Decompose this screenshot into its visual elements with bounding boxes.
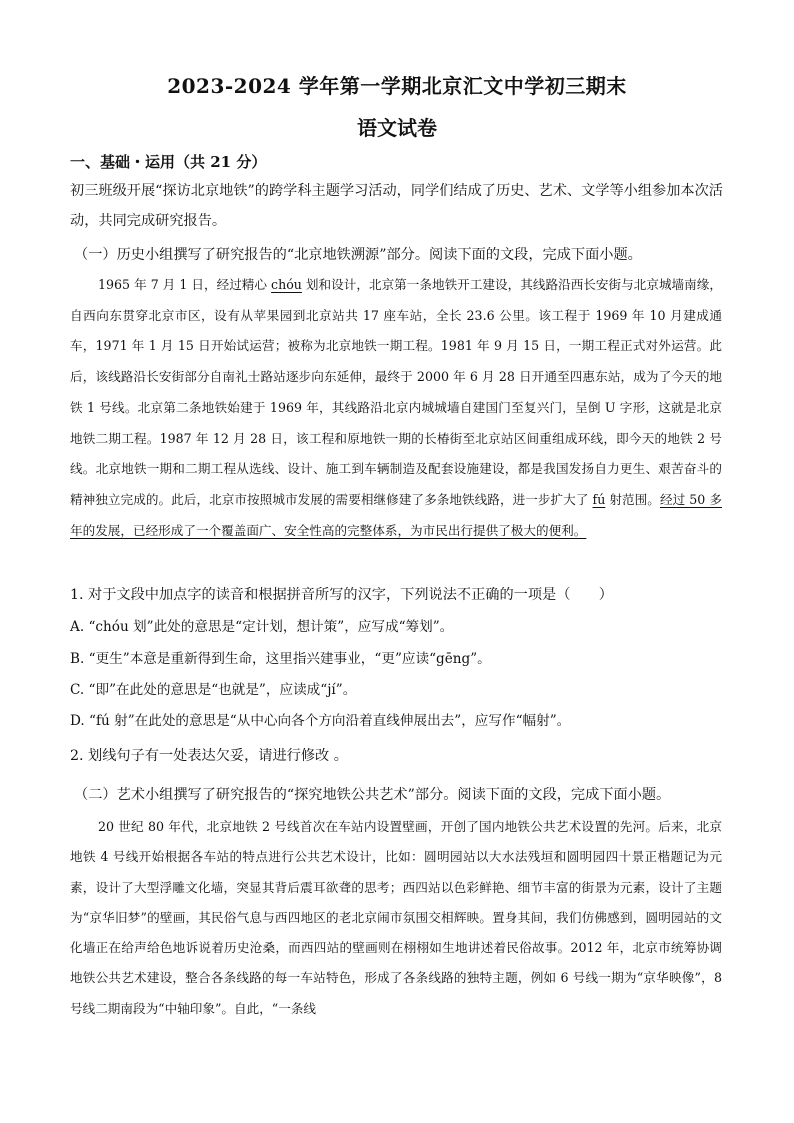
question-1: 1. 对于文段中加点字的读音和根据拼音所写的汉字，下列说法不正确的一项是（ ） — [70, 587, 613, 603]
section-intro: 初三班级开展“探访北京地铁”的跨学科主题学习活动，同学们结成了历史、艺术、文学等小组参加本次活动，共同完成研究报告。 — [70, 183, 723, 229]
pinyin-fu: fú — [592, 491, 606, 507]
underlined-sentence: 经过 50 多年的发展，已经形成了一个覆盖面广、安全性高的完整体系，为市民出行提供了极大的便利。 — [70, 491, 722, 538]
question-2: 2. 划线句子有一处表达欠妥，请进行修改 。 — [70, 748, 348, 764]
question-1-option-c: C. “即”在此处的意思是“也就是”，应读成“jí”。 — [70, 682, 357, 698]
exam-subtitle: 语文试卷 — [357, 116, 437, 140]
exam-title: 2023-2024 学年第一学期北京汇文中学初三期末 — [167, 74, 627, 98]
passage-text: 划和设计，北京第一条地铁开工建设，其线路沿西长安街与北京城墙南缘，自西向东贯穿北京市区，设有从苹果园到北京站共 17 座车站，全长 23.6 公里。该工程于 1969 年 10 月建成通车，1971 年 1 月 15 日开始试运营；被称为北京地铁一期工程。1981 年 9 月 15 日，一期工程正式对外运营。此后，该线路沿长安街部分自南礼士路站逐步向东延伸，最终于 2000 年 6 月 28 日开通至四惠东站，成为了今天的地铁 1 号线。北京第二条地铁始建于 1969 年，其线路沿北京内城城墙自建国门至复兴门，呈倒 U 字形，这就是北京地铁二期工程。1987 年 12 月 28 日，该工程和原地铁一期的长椿街至北京站区间重组成环线，即今天的地铁 2 号线。北京地铁一期和二期工程从选线、设计、施工到车辆制造及配套设施建设，都是我国发扬自力更生、艰苦奋斗的精神独立完成的。此后，北京市按照城市发展的需要相继修建了多条地铁线路，进一步扩大了 — [70, 277, 722, 507]
section-heading: 一、基础・运用（共 21 分） — [70, 153, 267, 171]
question-1-option-b: B. “更生”本意是重新得到生命，这里指兴建事业，“更”应读“gēng”。 — [70, 651, 491, 667]
passage-text: 射范围。 — [605, 491, 660, 507]
part2-intro: （二）艺术小组撰写了研究报告的“探究地铁公共艺术”部分。阅读下面的文段，完成下面小题。 — [74, 787, 671, 803]
art-passage: 20 世纪 80 年代，北京地铁 2 号线首次在车站内设置壁画，开创了国内地铁公共艺术设置的先河。后来，北京地铁 4 号线开始根据各车站的特点进行公共艺术设计，比如：圆明园站以大水法残垣和圆明园四十景正楷题记为元素，设计了大型浮雕文化墙，突显其背后震耳欲聋的思考；西四站以色彩鲜艳、细节丰富的街景为元素，设计了主题为“京华旧梦”的壁画，其民俗气息与西四地区的老北京闹市氛围交相辉映。置身其间，我们仿佛感到，圆明园站的文化墙正在给声给色地诉说着历史沧桑，而西四站的壁画则在栩栩如生地讲述着民俗故事。2012 年，北京市统筹协调地铁公共艺术建设，整合各条线路的每一车站特色，形成了各条线路的独特主题，例如 6 号线一期为“京华映像”，8 号线二期南段为“中轴印象”。自此，“一条线 — [70, 819, 722, 1016]
question-1-option-d: D. “fú 射”在此处的意思是“从中心向各个方向沿着直线伸展出去”，应写作“幅射”。 — [70, 713, 571, 729]
passage-text: 1965 年 7 月 1 日，经过精心 — [98, 277, 272, 292]
pinyin-chou: chóu — [271, 277, 302, 292]
part1-intro: （一）历史小组撰写了研究报告的“北京地铁溯源”部分。阅读下面的文段，完成下面小题。 — [74, 247, 642, 263]
history-passage — [70, 270, 722, 546]
question-1-option-a: A. “chóu 划”此处的意思是“定计划，想计策”，应写成“筹划”。 — [70, 619, 454, 635]
